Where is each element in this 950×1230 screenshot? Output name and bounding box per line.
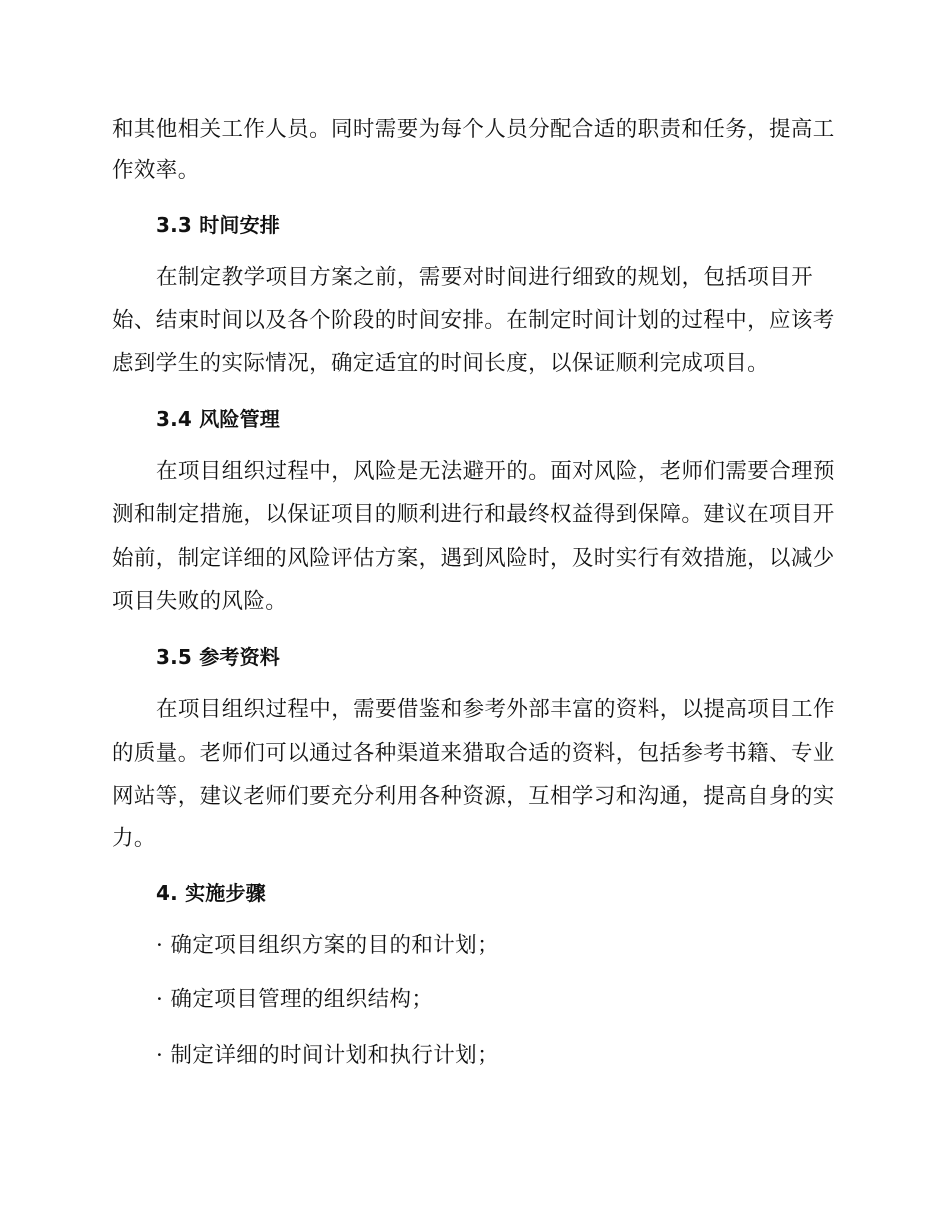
paragraph-line: 网站等，建议老师们要充分利用各种资源，互相学习和沟通，提高自身的实 (112, 784, 835, 809)
paragraph-line: 虑到学生的实际情况，确定适宜的时间长度，以保证顺利完成项目。 (112, 351, 770, 376)
list-item: · 制定详细的时间计划和执行计划； (156, 1043, 499, 1068)
paragraph-line: 项目失败的风险。 (112, 589, 288, 614)
paragraph-line: 始、结束时间以及各个阶段的时间安排。在制定时间计划的过程中，应该考 (112, 308, 835, 333)
list-item: · 确定项目组织方案的目的和计划； (156, 933, 499, 958)
paragraph-line: 在项目组织过程中，风险是无法避开的。面对风险，老师们需要合理预 (156, 459, 835, 484)
paragraph-line: 在项目组织过程中，需要借鉴和参考外部丰富的资料，以提高项目工作 (156, 697, 835, 722)
section-heading-3-3: 3.3 时间安排 (156, 213, 280, 237)
paragraph-line: 在制定教学项目方案之前，需要对时间进行细致的规划，包括项目开 (156, 265, 814, 290)
paragraph-line: 作效率。 (112, 158, 200, 183)
list-item: · 确定项目管理的组织结构； (156, 987, 434, 1012)
paragraph-line: 力。 (112, 826, 156, 851)
paragraph-line: 的质量。老师们可以通过各种渠道来猎取合适的资料，包括参考书籍、专业 (112, 741, 835, 766)
paragraph-line: 始前，制定详细的风险评估方案，遇到风险时，及时实行有效措施，以减少 (112, 546, 835, 571)
section-heading-3-4: 3.4 风险管理 (156, 407, 280, 431)
section-heading-4: 4. 实施步骤 (156, 881, 266, 905)
paragraph-line: 测和制定措施，以保证项目的顺利进行和最终权益得到保障。建议在项目开 (112, 502, 835, 527)
section-heading-3-5: 3.5 参考资料 (156, 645, 280, 669)
paragraph-line: 和其他相关工作人员。同时需要为每个人员分配合适的职责和任务，提高工 (112, 117, 835, 142)
